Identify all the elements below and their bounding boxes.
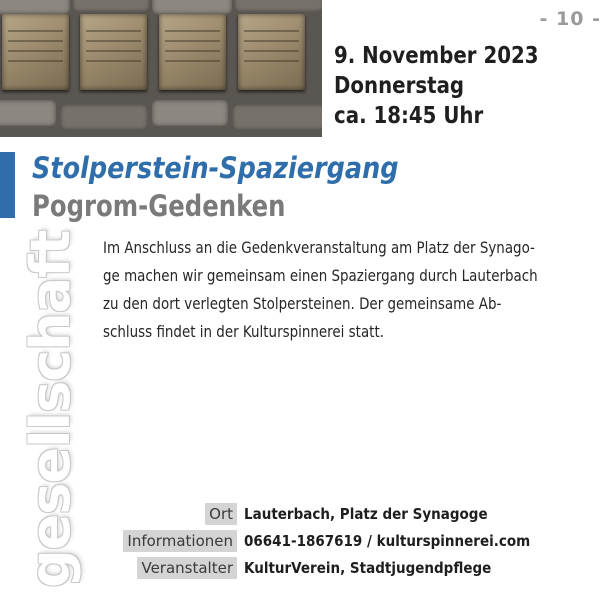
detail-row-organizer <box>0 557 609 579</box>
event-date: 9. November 2023 <box>334 43 539 69</box>
description-line: ge machen wir gemeinsam einen Spaziergang durch Lauterbach <box>103 266 538 285</box>
detail-value: KulturVerein, Stadtjugendpflege <box>244 559 492 577</box>
detail-label: Informationen <box>123 530 237 552</box>
description-line: zu den dort verlegten Stolpersteinen. Der gemeinsame Ab- <box>103 294 502 313</box>
cobblestone <box>234 0 322 12</box>
stolpersteine-photo <box>0 0 322 137</box>
event-time: ca. 18:45 Uhr <box>334 103 484 129</box>
stolperstein <box>2 14 69 90</box>
accent-bar <box>0 152 15 218</box>
category-label: gesellschaft <box>19 230 82 588</box>
event-weekday: Donnerstag <box>334 73 465 99</box>
event-description <box>103 234 573 346</box>
detail-label: Ort <box>205 503 237 525</box>
detail-label: Veranstalter <box>137 557 237 579</box>
detail-row-information <box>0 530 609 552</box>
stolperstein <box>159 14 226 90</box>
stolperstein <box>238 14 305 90</box>
cobblestone <box>0 0 70 14</box>
detail-row-location <box>0 503 609 525</box>
description-line: schluss findet in der Kulturspinnerei statt. <box>103 322 384 341</box>
cobblestone <box>72 0 150 12</box>
cobblestone <box>152 100 228 126</box>
description-line: Im Anschluss an die Gedenkveranstaltung am Platz der Synago- <box>103 238 535 257</box>
detail-value: Lauterbach, Platz der Synagoge <box>244 505 488 523</box>
page-number: - 10 - <box>539 8 601 30</box>
stolperstein <box>80 14 147 90</box>
cobblestone <box>60 104 148 130</box>
event-datetime <box>334 41 539 131</box>
detail-value: 06641-1867619 / kulturspinnerei.com <box>244 532 531 550</box>
cobblestone <box>152 0 232 14</box>
cobblestone <box>0 100 56 126</box>
event-title: Stolperstein-Spaziergang <box>32 151 399 185</box>
event-subtitle: Pogrom-Gedenken <box>32 189 286 223</box>
cobblestone <box>232 104 322 130</box>
